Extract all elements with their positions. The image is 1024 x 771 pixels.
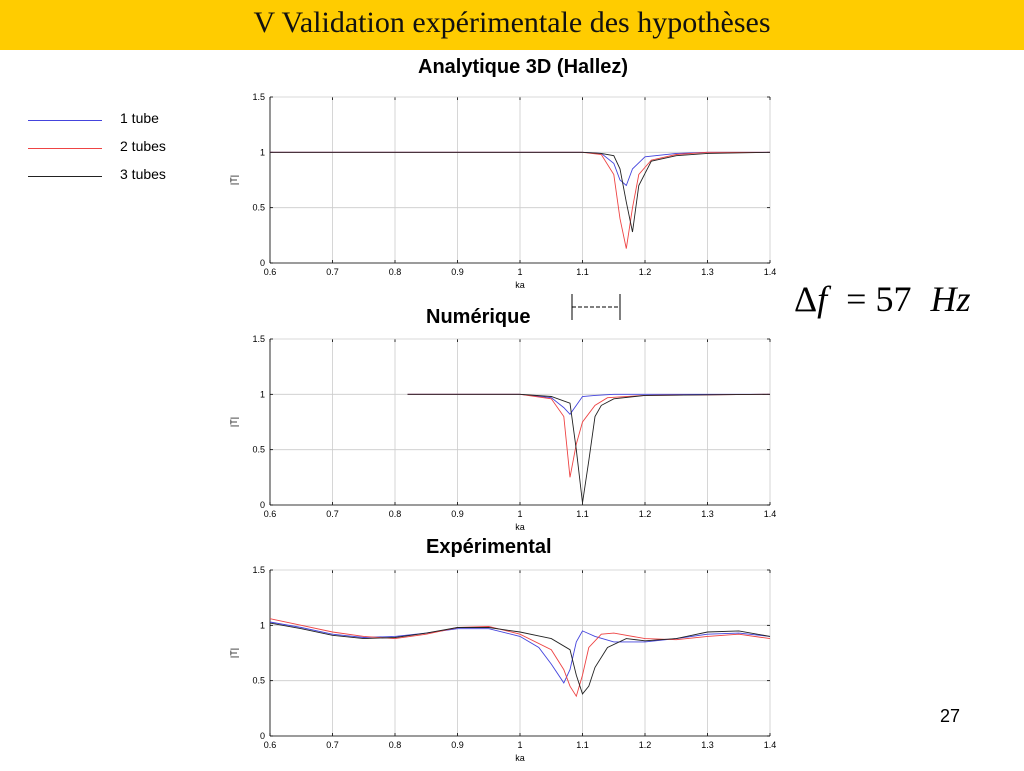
y-tick-label: 1.5 [252, 334, 265, 344]
x-tick-label: 1.2 [638, 740, 652, 750]
y-tick-label: 0.5 [252, 202, 265, 213]
frequency-shift-formula [794, 278, 971, 320]
chart-experimental [225, 561, 785, 771]
legend-label: 2 tubes [120, 138, 166, 154]
series-line-3-tubes [408, 394, 771, 503]
formula-unit: Hz [930, 279, 971, 319]
y-tick-label: 1 [259, 620, 265, 631]
x-tick-label: 1.4 [763, 267, 777, 277]
y-axis-label: |T| [229, 174, 239, 186]
x-tick-label: 1.1 [576, 740, 589, 750]
title-bar [0, 0, 1024, 50]
slide-title: V Validation expérimentale des hypothèses [253, 6, 771, 39]
y-tick-label: 0 [259, 731, 265, 741]
x-tick-label: 0.9 [451, 509, 464, 519]
chart-title-analytique: Analytique 3D (Hallez) [418, 56, 629, 78]
formula-value: 57 [875, 279, 912, 319]
x-tick-label: 1.4 [763, 509, 777, 519]
x-tick-label: 0.6 [263, 740, 277, 750]
legend-swatch [28, 176, 102, 177]
x-tick-label: 1 [517, 509, 523, 519]
delta-symbol: Δ [794, 279, 818, 319]
x-axis-label: ka [515, 522, 525, 532]
x-tick-label: 1 [517, 267, 523, 277]
y-tick-label: 0.5 [252, 444, 265, 455]
page-number: 27 [940, 706, 961, 726]
legend-swatch [28, 120, 102, 121]
x-tick-label: 0.7 [326, 267, 339, 277]
x-tick-label: 0.7 [326, 740, 339, 750]
y-axis-label: |T| [229, 416, 239, 428]
chart-analytique [225, 88, 785, 298]
series-line-1-tube [408, 394, 771, 414]
legend-label: 3 tubes [120, 166, 166, 182]
x-tick-label: 1.1 [576, 509, 589, 519]
formula-f: f [817, 279, 828, 319]
x-tick-label: 0.9 [451, 740, 464, 750]
x-axis-label: ka [515, 280, 525, 290]
x-tick-label: 0.7 [326, 509, 339, 519]
x-axis-label: ka [515, 753, 525, 763]
x-tick-label: 0.8 [388, 267, 402, 277]
x-tick-label: 1.2 [638, 267, 652, 277]
x-tick-label: 0.6 [263, 267, 277, 277]
y-tick-label: 0.5 [252, 675, 265, 686]
y-axis-label: |T| [229, 647, 239, 659]
x-tick-label: 1 [517, 740, 523, 750]
legend-swatch [28, 148, 102, 149]
y-tick-label: 1.5 [252, 92, 265, 102]
x-tick-label: 1.1 [576, 267, 589, 277]
chart-numerique [225, 330, 785, 540]
chart-title-numerique: Numérique [426, 306, 531, 328]
x-tick-label: 0.8 [388, 509, 402, 519]
y-tick-label: 1 [259, 147, 265, 158]
y-tick-label: 0 [259, 258, 265, 268]
x-tick-label: 0.6 [263, 509, 277, 519]
y-tick-label: 1 [259, 389, 265, 400]
x-tick-label: 0.9 [451, 267, 464, 277]
y-tick-label: 0 [259, 500, 265, 510]
legend-label: 1 tube [120, 110, 159, 126]
x-tick-label: 1.3 [701, 267, 714, 277]
x-tick-label: 1.3 [701, 509, 714, 519]
x-tick-label: 1.4 [763, 740, 777, 750]
formula-equals: = [846, 279, 867, 319]
y-tick-label: 1.5 [252, 565, 265, 575]
x-tick-label: 0.8 [388, 740, 402, 750]
x-tick-label: 1.2 [638, 509, 652, 519]
chart-title-experimental: Expérimental [426, 536, 552, 558]
x-tick-label: 1.3 [701, 740, 714, 750]
series-line-2-tubes [408, 394, 771, 477]
